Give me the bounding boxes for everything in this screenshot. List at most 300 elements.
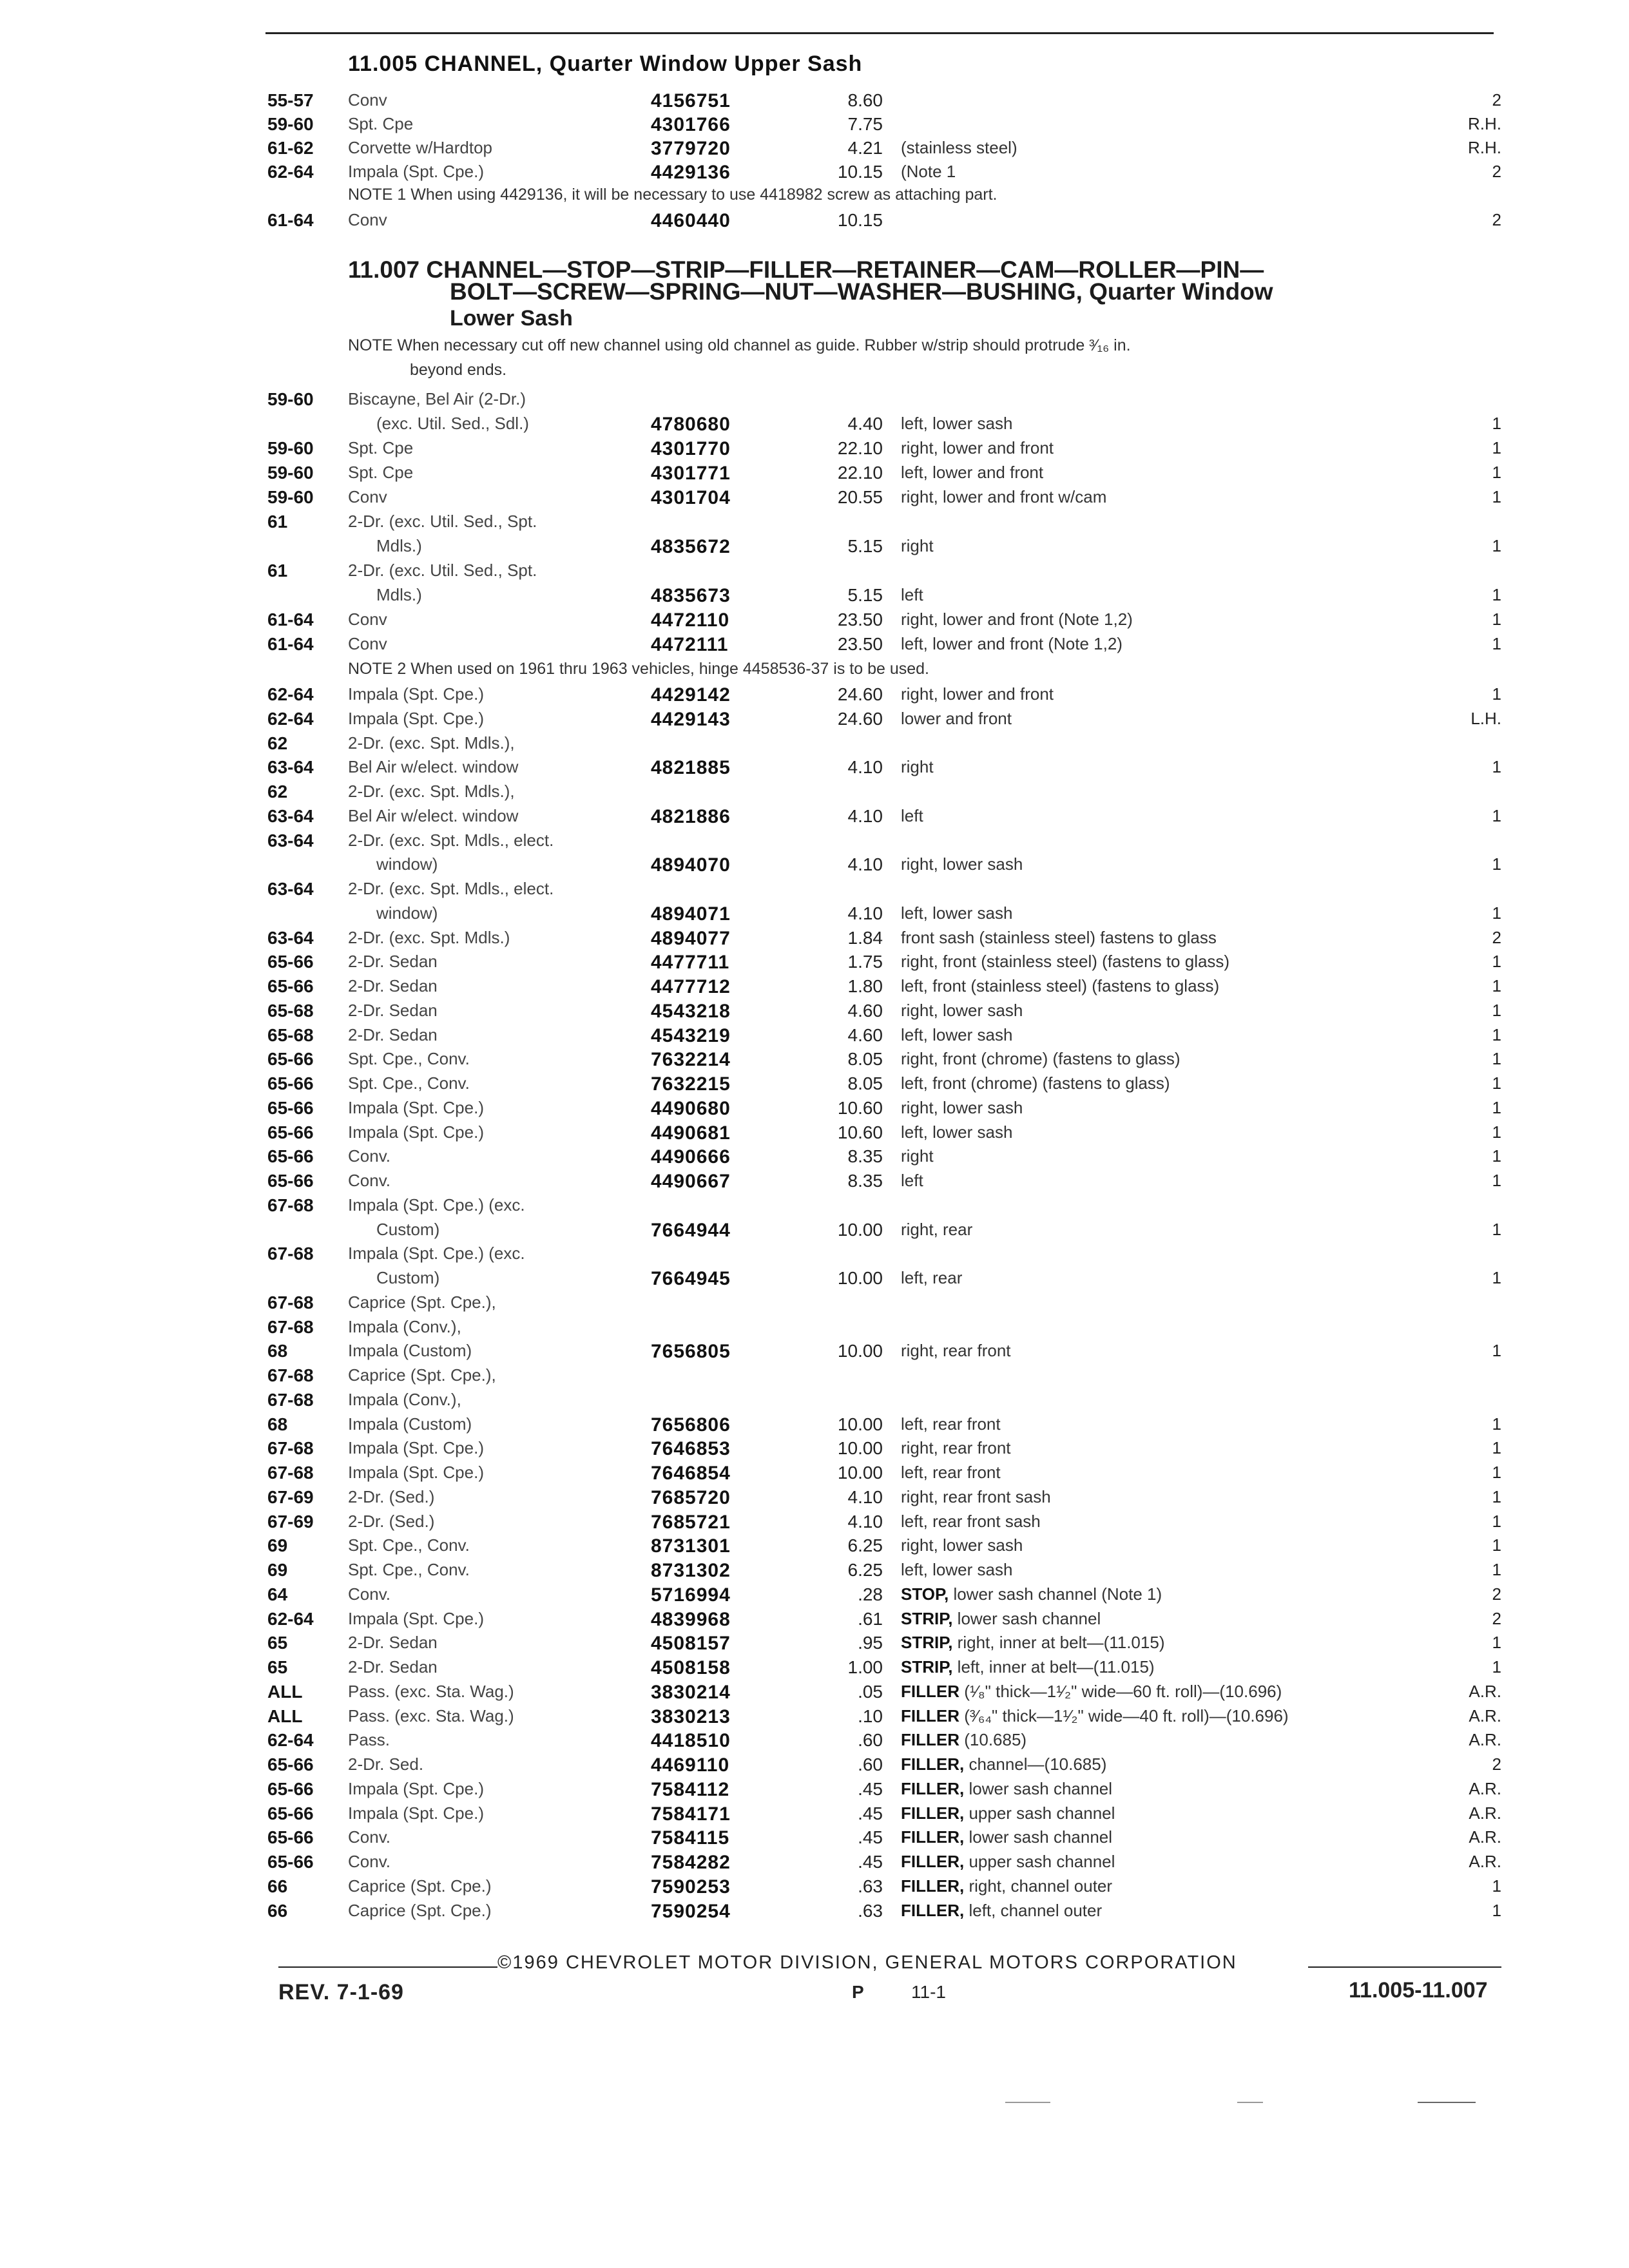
table-row <box>0 831 1629 855</box>
model-name: Impala (Spt. Cpe.) <box>348 1608 484 1628</box>
quantity: A.R. <box>1469 1803 1501 1823</box>
model-name: 2-Dr. Sedan <box>348 1024 438 1044</box>
year-range: 61-62 <box>267 138 314 158</box>
part-number: 3830214 <box>651 1681 731 1703</box>
part-number: 4821886 <box>651 805 731 827</box>
part-description: right <box>901 1146 934 1166</box>
table-row <box>0 1220 1629 1244</box>
footer-copyright: ©1969 CHEVROLET MOTOR DIVISION, GENERAL MOTORS CORPORATION <box>497 1952 1237 1973</box>
section-title-11-007-line2: BOLT—SCREW—SPRING—NUT—WASHER—BUSHING, Quarter Window <box>450 278 1273 305</box>
year-range: 64 <box>267 1584 288 1604</box>
page-letter: P <box>852 1982 864 2002</box>
quantity: 2 <box>1492 1584 1501 1604</box>
part-description: left, rear front sash <box>901 1511 1041 1531</box>
model-name: Mdls.) <box>376 536 422 555</box>
year-range: 65-66 <box>267 952 314 972</box>
price: 10.00 <box>837 1341 883 1361</box>
revision-date: REV. 7-1-69 <box>278 1980 404 2004</box>
part-description: right <box>901 536 934 555</box>
part-description: right, lower and front <box>901 684 1054 704</box>
price: 4.10 <box>847 757 883 778</box>
table-row <box>0 1487 1629 1512</box>
table-row <box>0 782 1629 806</box>
model-name: Impala (Spt. Cpe.) <box>348 1803 484 1823</box>
year-range: 59-60 <box>267 487 314 507</box>
table-row <box>0 1268 1629 1293</box>
quantity: 1 <box>1492 952 1501 972</box>
model-name: Conv. <box>348 1827 390 1847</box>
table-row <box>0 1098 1629 1122</box>
model-name: Spt. Cpe <box>348 114 414 133</box>
part-description: right, lower sash <box>901 1535 1023 1555</box>
part-number: 7632215 <box>651 1073 731 1095</box>
part-description: lower and front <box>901 708 1012 728</box>
table-row <box>0 1171 1629 1195</box>
model-name: 2-Dr. (Sed.) <box>348 1486 435 1506</box>
quantity: 1 <box>1492 1219 1501 1239</box>
part-description: FILLER, right, channel outer <box>901 1876 1113 1896</box>
model-name: 2-Dr. Sedan <box>348 1657 438 1677</box>
part-number: 8731302 <box>651 1560 731 1581</box>
quantity: 1 <box>1492 1122 1501 1142</box>
model-name: Bel Air w/elect. window <box>348 757 519 777</box>
quantity: 2 <box>1492 210 1501 229</box>
part-description: left, front (chrome) (fastens to glass) <box>901 1073 1170 1093</box>
quantity: 1 <box>1492 438 1501 457</box>
year-range: 59-60 <box>267 114 314 134</box>
quantity: 1 <box>1492 976 1501 995</box>
quantity: 1 <box>1492 487 1501 506</box>
quantity: 1 <box>1492 1535 1501 1555</box>
year-range: 65 <box>267 1633 288 1653</box>
year-range: 65-66 <box>267 1827 314 1848</box>
part-description: FILLER, left, channel outer <box>901 1900 1103 1920</box>
table-row <box>0 733 1629 758</box>
price: 4.60 <box>847 1000 883 1021</box>
part-number: 7646853 <box>651 1438 731 1460</box>
price: 10.00 <box>837 1463 883 1483</box>
price: 22.10 <box>837 438 883 458</box>
year-range: 63-64 <box>267 757 314 778</box>
table-row <box>0 114 1629 139</box>
table-row <box>0 1754 1629 1779</box>
year-range: 67-68 <box>267 1463 314 1483</box>
table-row <box>0 389 1629 414</box>
table-row <box>0 90 1629 115</box>
model-name: Caprice (Spt. Cpe.) <box>348 1876 492 1896</box>
model-name: 2-Dr. Sedan <box>348 952 438 972</box>
part-number: 7590254 <box>651 1900 731 1922</box>
part-description: FILLER, lower sash channel <box>901 1778 1113 1798</box>
model-name: Conv. <box>348 1584 390 1604</box>
part-description: right, lower sash <box>901 1000 1023 1020</box>
part-description: STRIP, left, inner at belt—(11.015) <box>901 1657 1155 1677</box>
part-description: left <box>901 585 923 604</box>
table-row <box>0 536 1629 561</box>
quantity: 1 <box>1492 1463 1501 1482</box>
quantity: 1 <box>1492 1657 1501 1677</box>
quantity: 2 <box>1492 90 1501 110</box>
year-range: 69 <box>267 1535 288 1556</box>
model-name: Impala (Spt. Cpe.) <box>348 1122 484 1142</box>
price: 4.10 <box>847 903 883 923</box>
table-row <box>0 1803 1629 1828</box>
model-name: Spt. Cpe <box>348 438 414 457</box>
footer-rule-right <box>1308 1966 1501 1968</box>
part-description: right, rear front <box>901 1341 1011 1361</box>
model-name: Custom) <box>376 1219 440 1239</box>
year-range: 67-68 <box>267 1316 314 1337</box>
part-description: left, rear <box>901 1268 963 1287</box>
price: .28 <box>858 1584 883 1604</box>
table-row <box>0 1827 1629 1852</box>
quantity: 1 <box>1492 1000 1501 1020</box>
model-name: Impala (Spt. Cpe.) <box>348 708 484 728</box>
model-name: Impala (Spt. Cpe.) <box>348 1778 484 1798</box>
year-range: 67-68 <box>267 1244 314 1264</box>
year-range: 61-64 <box>267 210 314 230</box>
model-name: Pass. <box>348 1730 390 1750</box>
part-description: right, lower and front (Note 1,2) <box>901 610 1133 629</box>
year-range: 63-64 <box>267 830 314 850</box>
table-row <box>0 1584 1629 1609</box>
price: 1.00 <box>847 1657 883 1677</box>
table-row <box>0 438 1629 463</box>
model-name: Conv. <box>348 1171 390 1190</box>
model-name: Impala (Spt. Cpe.) <box>348 1097 484 1117</box>
price: .61 <box>858 1608 883 1629</box>
part-description: right, lower and front <box>901 438 1054 457</box>
price: 8.60 <box>847 90 883 110</box>
part-number: 4301771 <box>651 463 731 484</box>
quantity: 1 <box>1492 1438 1501 1458</box>
model-name: Biscayne, Bel Air (2-Dr.) <box>348 389 526 408</box>
table-row <box>0 854 1629 879</box>
model-name: Impala (Spt. Cpe.) <box>348 162 484 181</box>
price: 10.00 <box>837 1414 883 1434</box>
price: 5.15 <box>847 585 883 605</box>
price: .45 <box>858 1827 883 1848</box>
part-description: left, rear front <box>901 1463 1001 1482</box>
part-number: 7584282 <box>651 1852 731 1873</box>
quantity: 1 <box>1492 610 1501 629</box>
year-range: 66 <box>267 1876 288 1896</box>
quantity: 1 <box>1492 1097 1501 1117</box>
table-row <box>0 1317 1629 1341</box>
part-description: (Note 1 <box>901 162 956 181</box>
price: .45 <box>858 1778 883 1799</box>
price: 4.10 <box>847 805 883 826</box>
price: 8.35 <box>847 1171 883 1191</box>
model-name: Conv. <box>348 1146 390 1166</box>
part-number: 7632214 <box>651 1049 731 1071</box>
model-name: Impala (Spt. Cpe.) (exc. <box>348 1195 525 1215</box>
table-row <box>0 684 1629 709</box>
table-row <box>0 1365 1629 1390</box>
price: 4.60 <box>847 1024 883 1045</box>
table-row <box>0 1657 1629 1682</box>
model-name: (exc. Util. Sed., Sdl.) <box>376 414 529 433</box>
year-range: 67-69 <box>267 1486 314 1507</box>
part-number: 4460440 <box>651 210 731 231</box>
model-name: Conv <box>348 210 387 229</box>
part-description: right, front (stainless steel) (fastens to glass) <box>901 952 1230 972</box>
part-number: 7664944 <box>651 1219 731 1241</box>
part-description: left, front (stainless steel) (fastens to glass) <box>901 976 1220 995</box>
model-name: Conv. <box>348 1852 390 1871</box>
part-type-label: FILLER, <box>901 1754 965 1774</box>
quantity: R.H. <box>1468 138 1501 157</box>
quantity: R.H. <box>1468 114 1501 133</box>
year-range: 67-68 <box>267 1292 314 1312</box>
part-type-label: FILLER, <box>901 1900 965 1920</box>
year-range: 68 <box>267 1341 288 1361</box>
model-name: 2-Dr. Sedan <box>348 1000 438 1020</box>
quantity: 1 <box>1492 854 1501 874</box>
part-number: 4156751 <box>651 90 731 111</box>
part-number: 4429136 <box>651 162 731 183</box>
year-range: 59-60 <box>267 389 314 409</box>
quantity: 1 <box>1492 1024 1501 1044</box>
table-row <box>0 1633 1629 1657</box>
table-row <box>0 162 1629 186</box>
quantity: 1 <box>1492 414 1501 433</box>
part-number: 4418510 <box>651 1730 731 1752</box>
price: 6.25 <box>847 1560 883 1580</box>
model-name: 2-Dr. (Sed.) <box>348 1511 435 1531</box>
quantity: 1 <box>1492 1268 1501 1287</box>
part-type-label: FILLER, <box>901 1803 965 1823</box>
price: .63 <box>858 1900 883 1921</box>
part-number: 4835672 <box>651 536 731 557</box>
table-row <box>0 210 1629 235</box>
quantity: 2 <box>1492 1608 1501 1628</box>
section-note-cont: beyond ends. <box>410 361 507 379</box>
part-number: 4839968 <box>651 1608 731 1630</box>
table-row <box>0 976 1629 1001</box>
price: 6.25 <box>847 1535 883 1556</box>
part-description: left, rear front <box>901 1414 1001 1434</box>
price: 10.15 <box>837 210 883 230</box>
quantity: L.H. <box>1470 708 1501 728</box>
part-type-label: FILLER, <box>901 1827 965 1847</box>
price: .60 <box>858 1754 883 1774</box>
year-range: 65-66 <box>267 1122 314 1142</box>
part-number: 4301766 <box>651 114 731 135</box>
price: 20.55 <box>837 487 883 507</box>
part-description: STOP, lower sash channel (Note 1) <box>901 1584 1162 1604</box>
table-row <box>0 1901 1629 1925</box>
part-description: right <box>901 757 934 777</box>
part-description: left, lower and front <box>901 463 1044 482</box>
scan-speck <box>1005 2102 1050 2103</box>
table-row <box>0 1560 1629 1584</box>
model-name: Impala (Spt. Cpe.) <box>348 1463 484 1482</box>
part-description: right, rear front sash <box>901 1486 1051 1506</box>
table-row <box>0 1073 1629 1098</box>
model-name: Custom) <box>376 1268 440 1287</box>
year-range: 65-68 <box>267 1024 314 1045</box>
model-name: Conv <box>348 610 387 629</box>
section-title-11-007-line1: 11.007 CHANNEL—STOP—STRIP—FILLER—RETAINER—CAM—ROLLER—PIN— <box>348 256 1264 283</box>
table-row <box>0 1049 1629 1073</box>
model-name: 2-Dr. (exc. Spt. Mdls., elect. <box>348 879 554 898</box>
table-row <box>0 1025 1629 1050</box>
price: 5.15 <box>847 536 883 556</box>
price: 10.00 <box>837 1268 883 1288</box>
quantity: 1 <box>1492 1049 1501 1069</box>
price: 8.05 <box>847 1049 883 1070</box>
year-range: 65-66 <box>267 976 314 996</box>
quantity: 1 <box>1492 1633 1501 1653</box>
price: 24.60 <box>837 684 883 704</box>
price: 22.10 <box>837 463 883 483</box>
quantity: 1 <box>1492 1900 1501 1920</box>
year-range: 66 <box>267 1900 288 1921</box>
price: 7.75 <box>847 114 883 134</box>
year-range: 62-64 <box>267 684 314 704</box>
table-row <box>0 561 1629 585</box>
model-name: 2-Dr. (exc. Spt. Mdls.), <box>348 782 515 801</box>
model-name: Caprice (Spt. Cpe.) <box>348 1900 492 1920</box>
model-name: Impala (Custom) <box>348 1414 472 1434</box>
part-type-label: STOP, <box>901 1584 949 1604</box>
part-number: 4490680 <box>651 1097 731 1119</box>
part-description: right, rear <box>901 1219 973 1239</box>
model-name: Conv <box>348 90 387 110</box>
model-name: 2-Dr. Sedan <box>348 976 438 995</box>
part-type-label: STRIP, <box>901 1633 953 1653</box>
quantity: A.R. <box>1469 1778 1501 1798</box>
year-range: 65-66 <box>267 1171 314 1191</box>
year-range: 63-64 <box>267 927 314 948</box>
price: .95 <box>858 1633 883 1653</box>
part-description: right, rear front <box>901 1438 1011 1458</box>
price: .60 <box>858 1730 883 1751</box>
year-range: 55-57 <box>267 90 314 110</box>
quantity: A.R. <box>1469 1730 1501 1750</box>
part-description: right, front (chrome) (fastens to glass) <box>901 1049 1181 1069</box>
part-number: 4472110 <box>651 610 730 631</box>
part-number: 7646854 <box>651 1463 731 1484</box>
year-range: 65-66 <box>267 1754 314 1774</box>
model-name: Impala (Spt. Cpe.) <box>348 1438 484 1458</box>
part-number: 4543219 <box>651 1024 731 1046</box>
part-number: 4429142 <box>651 684 731 706</box>
quantity: 1 <box>1492 757 1501 777</box>
part-description: FILLER (¹⁄₈" thick—1¹⁄₂" wide—60 ft. roll)—(10.696) <box>901 1681 1282 1701</box>
year-range: 65-66 <box>267 1073 314 1093</box>
note-1: NOTE 1 When using 4429136, it will be necessary to use 4418982 screw as attaching part. <box>348 186 998 204</box>
table-row <box>0 1438 1629 1463</box>
part-number: 8731301 <box>651 1535 731 1557</box>
year-range: 62-64 <box>267 708 314 729</box>
year-range: 65-66 <box>267 1852 314 1872</box>
year-range: 65-66 <box>267 1049 314 1070</box>
part-number: 4472111 <box>651 634 729 655</box>
year-range: 69 <box>267 1560 288 1580</box>
model-name: 2-Dr. (exc. Spt. Mdls.) <box>348 927 510 947</box>
price: 4.10 <box>847 1511 883 1532</box>
price: 4.10 <box>847 854 883 875</box>
price: 8.05 <box>847 1073 883 1093</box>
table-row <box>0 1852 1629 1876</box>
year-range: 65-66 <box>267 1097 314 1118</box>
model-name: Impala (Spt. Cpe.) <box>348 684 484 704</box>
year-range: 61-64 <box>267 634 314 654</box>
price: 8.35 <box>847 1146 883 1167</box>
quantity: 1 <box>1492 585 1501 604</box>
part-number: 4490667 <box>651 1171 731 1192</box>
table-row <box>0 806 1629 831</box>
quantity: 1 <box>1492 1414 1501 1434</box>
price: .45 <box>858 1852 883 1872</box>
year-range: 67-69 <box>267 1511 314 1532</box>
year-range: 63-64 <box>267 879 314 899</box>
part-number: 3779720 <box>651 138 731 159</box>
part-description: right, lower and front w/cam <box>901 487 1107 506</box>
quantity: 1 <box>1492 1341 1501 1361</box>
part-number: 4429143 <box>651 708 731 730</box>
part-number: 4301704 <box>651 487 731 508</box>
part-number: 4894070 <box>651 854 731 876</box>
top-rule <box>265 32 1494 34</box>
part-description: front sash (stainless steel) fastens to glass <box>901 927 1217 947</box>
table-row <box>0 1001 1629 1025</box>
year-range: 67-68 <box>267 1365 314 1385</box>
part-number: 4490681 <box>651 1122 731 1144</box>
quantity: A.R. <box>1469 1706 1501 1725</box>
part-description: left, lower sash <box>901 1122 1013 1142</box>
table-row <box>0 1341 1629 1365</box>
price: 10.00 <box>837 1219 883 1240</box>
model-name: Impala (Conv.), <box>348 1389 461 1409</box>
part-type-label: FILLER, <box>901 1852 965 1871</box>
part-number: 7664945 <box>651 1268 731 1289</box>
price: 10.60 <box>837 1122 883 1142</box>
table-row <box>0 1682 1629 1706</box>
table-row <box>0 1779 1629 1803</box>
scan-speck <box>1237 2102 1263 2103</box>
part-number: 7590253 <box>651 1876 731 1898</box>
price: 10.00 <box>837 1438 883 1459</box>
model-name: 2-Dr. Sedan <box>348 1633 438 1653</box>
table-row <box>0 1463 1629 1487</box>
part-description: STRIP, right, inner at belt—(11.015) <box>901 1633 1165 1653</box>
price: 1.75 <box>847 952 883 972</box>
part-number: 4508158 <box>651 1657 731 1678</box>
part-description: FILLER (³⁄₆₄" thick—1¹⁄₂" wide—40 ft. roll)—(10.696) <box>901 1706 1289 1725</box>
quantity: 2 <box>1492 927 1501 947</box>
part-number: 7685720 <box>651 1486 731 1508</box>
quantity: A.R. <box>1469 1681 1501 1701</box>
part-type-label: STRIP, <box>901 1657 953 1677</box>
part-type-label: STRIP, <box>901 1608 953 1628</box>
part-number: 5716994 <box>651 1584 731 1606</box>
price: 10.15 <box>837 162 883 182</box>
quantity: 1 <box>1492 1876 1501 1896</box>
quantity: A.R. <box>1469 1852 1501 1871</box>
quantity: 1 <box>1492 634 1501 653</box>
model-name: Impala (Custom) <box>348 1341 472 1361</box>
part-number: 4477712 <box>651 976 731 997</box>
year-range: 67-68 <box>267 1389 314 1410</box>
part-description: STRIP, lower sash channel <box>901 1608 1101 1628</box>
table-row <box>0 1293 1629 1317</box>
part-description: right, lower sash <box>901 854 1023 874</box>
model-name: Caprice (Spt. Cpe.), <box>348 1292 496 1312</box>
year-range: ALL <box>267 1706 303 1726</box>
